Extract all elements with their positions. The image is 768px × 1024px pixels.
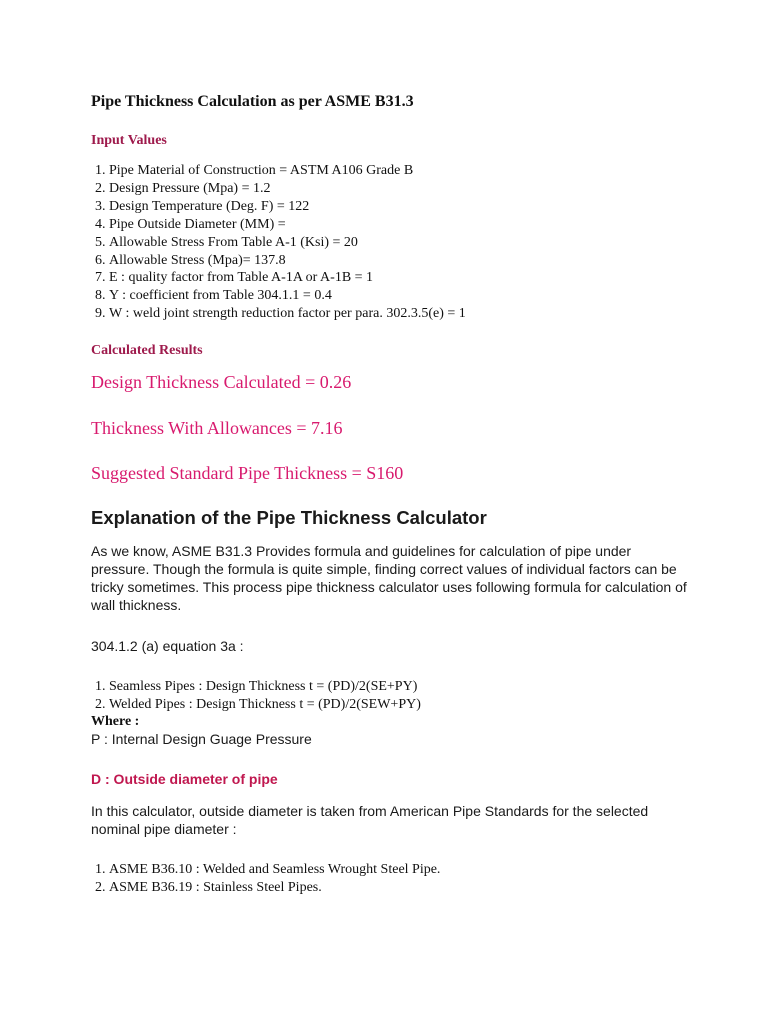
list-item: 8. Y : coefficient from Table 304.1.1 = 0.4 bbox=[109, 287, 466, 305]
page-title: Pipe Thickness Calculation as per ASME B31.3 bbox=[91, 93, 414, 110]
list-item: 1. Pipe Material of Construction = ASTM A106 Grade B bbox=[109, 162, 466, 180]
list-item: 7. E : quality factor from Table A-1A or A-1B = 1 bbox=[109, 269, 466, 287]
list-item: 5. Allowable Stress From Table A-1 (Ksi) = 20 bbox=[109, 234, 466, 252]
outside-diameter-paragraph: In this calculator, outside diameter is taken from American Pipe Standards for the selected nominal pipe diameter : bbox=[91, 803, 649, 837]
list-item: 4. Pipe Outside Diameter (MM) = bbox=[109, 216, 466, 234]
list-item: 3. Design Temperature (Deg. F) = 122 bbox=[109, 198, 466, 216]
list-item: 2. Welded Pipes : Design Thickness t = (PD)/2(SEW+PY) bbox=[109, 696, 421, 714]
standards-list bbox=[56, 861, 440, 897]
equation-reference: 304.1.2 (a) equation 3a : bbox=[91, 638, 244, 654]
list-item: 2. ASME B36.19 : Stainless Steel Pipes. bbox=[109, 879, 440, 897]
explanation-heading: Explanation of the Pipe Thickness Calculator bbox=[91, 507, 487, 528]
d-heading: D : Outside diameter of pipe bbox=[91, 771, 278, 787]
list-item: 9. W : weld joint strength reduction factor per para. 302.3.5(e) = 1 bbox=[109, 305, 466, 323]
list-item: 1. Seamless Pipes : Design Thickness t = (PD)/2(SE+PY) bbox=[109, 678, 421, 696]
suggested-thickness-result: Suggested Standard Pipe Thickness = S160 bbox=[91, 463, 404, 483]
list-item: 2. Design Pressure (Mpa) = 1.2 bbox=[109, 180, 466, 198]
thickness-with-allowances-result: Thickness With Allowances = 7.16 bbox=[91, 418, 343, 438]
formula-list bbox=[56, 678, 421, 714]
input-values-list bbox=[56, 162, 466, 323]
design-thickness-result: Design Thickness Calculated = 0.26 bbox=[91, 372, 352, 392]
input-values-heading: Input Values bbox=[91, 133, 167, 148]
calculated-results-heading: Calculated Results bbox=[91, 343, 203, 358]
where-label: Where : bbox=[91, 714, 140, 729]
p-definition: P : Internal Design Guage Pressure bbox=[91, 731, 312, 747]
explanation-paragraph: As we know, ASME B31.3 Provides formula and guidelines for calculation of pipe under pressure. Though the formula is quite simple, finding correct values of individual factors can be tricky sometimes. This process pipe thickness calculator uses following formula for calculation of wall thickness. bbox=[91, 543, 687, 613]
list-item: 1. ASME B36.10 : Welded and Seamless Wrought Steel Pipe. bbox=[109, 861, 440, 879]
list-item: 6. Allowable Stress (Mpa)= 137.8 bbox=[109, 252, 466, 270]
